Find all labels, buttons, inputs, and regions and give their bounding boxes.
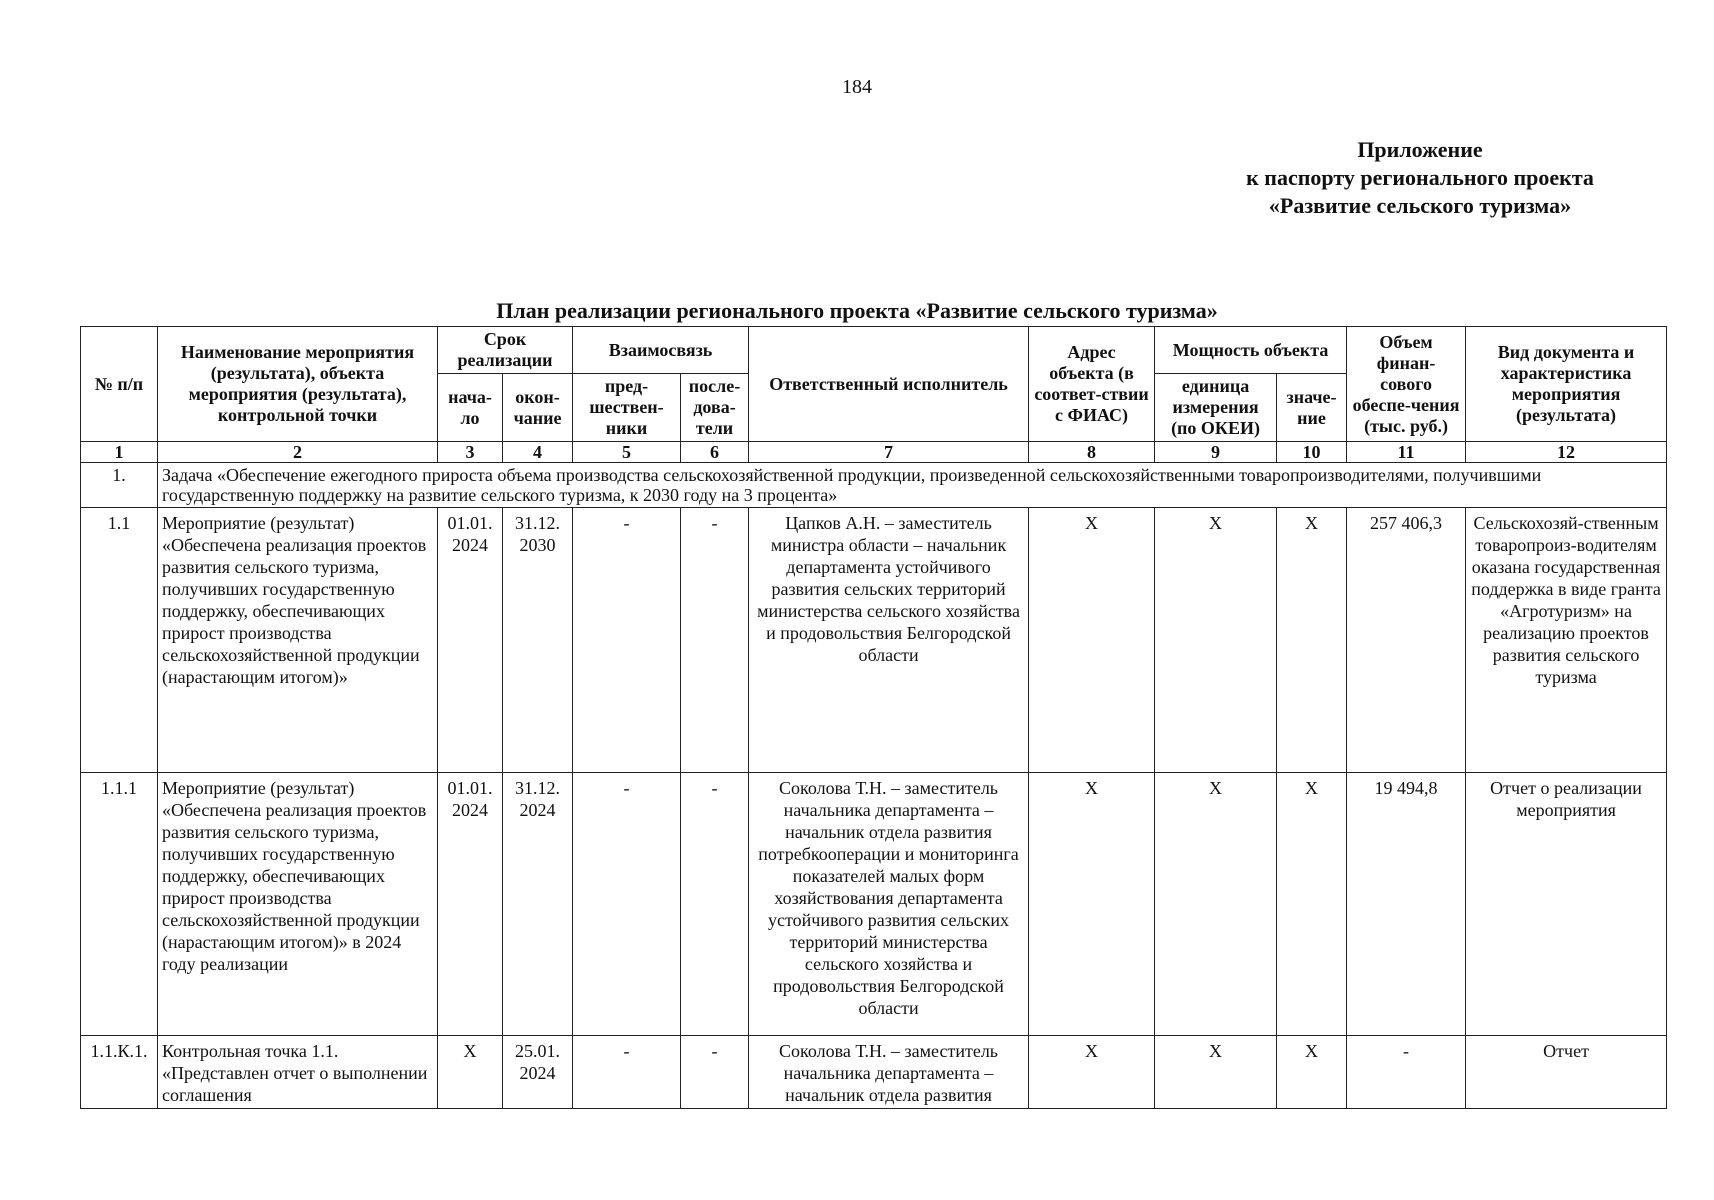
row-value: Х — [1277, 773, 1347, 1036]
table-row — [81, 773, 1667, 1036]
header-num: № п/п — [81, 327, 158, 442]
row-num: 1.1.1 — [81, 773, 158, 1036]
row-predecessors: - — [573, 508, 681, 773]
row-unit: Х — [1155, 773, 1277, 1036]
row-successors: - — [681, 773, 749, 1036]
row-num: 1.1.К.1. — [81, 1036, 158, 1109]
row-unit: Х — [1155, 1036, 1277, 1109]
header-address: Адрес объекта (в соответ-ствии с ФИАС) — [1029, 327, 1155, 442]
header-predecessors: пред-шествен-ники — [573, 374, 681, 442]
row-volume: - — [1347, 1036, 1466, 1109]
row-value: Х — [1277, 1036, 1347, 1109]
row-predecessors: - — [573, 1036, 681, 1109]
table-row — [81, 1036, 1667, 1109]
header-successors: после-дова-тели — [681, 374, 749, 442]
header-relation: Взаимосвязь — [573, 327, 749, 374]
row-document: Отчет — [1466, 1036, 1667, 1109]
column-number: 11 — [1347, 442, 1466, 463]
row-num: 1.1 — [81, 508, 158, 773]
column-number: 2 — [158, 442, 438, 463]
header-unit: единица измерения (по ОКЕИ) — [1155, 374, 1277, 442]
appendix-heading — [1140, 136, 1700, 220]
row-responsible: Соколова Т.Н. – заместитель начальника департамента – начальник отдела развития потребкооперации и мониторинга показателей малых форм хозяйствования департамента устойчивого развития сельских территорий министерства сельского хозяйства и продовольствия Белгородской области — [749, 773, 1029, 1036]
row-volume: 257 406,3 — [1347, 508, 1466, 773]
column-number: 1 — [81, 442, 158, 463]
column-number: 10 — [1277, 442, 1347, 463]
header-responsible: Ответственный исполнитель — [749, 327, 1029, 442]
row-name: Контрольная точка 1.1. «Представлен отчет о выполнении соглашения — [158, 1036, 438, 1109]
row-responsible: Соколова Т.Н. – заместитель начальника департамента – начальник отдела развития — [749, 1036, 1029, 1109]
column-number: 6 — [681, 442, 749, 463]
column-number: 12 — [1466, 442, 1667, 463]
row-end: 31.12. 2024 — [503, 773, 573, 1036]
column-number: 7 — [749, 442, 1029, 463]
table-row — [81, 508, 1667, 773]
column-number: 4 — [503, 442, 573, 463]
row-address: Х — [1029, 773, 1155, 1036]
implementation-plan-table — [80, 326, 1667, 1109]
row-name: Мероприятие (результат) «Обеспечена реализация проектов развития сельского туризма, получивших государственную поддержку, обеспечивающих прирост производства сельскохозяйственной продукции (нарастающим итогом)» в 2024 году реализации — [158, 773, 438, 1036]
appendix-line-2: к паспорту регионального проекта — [1246, 165, 1594, 190]
header-volume: Объем финан-сового обеспе-чения (тыс. руб.) — [1347, 327, 1466, 442]
row-document: Отчет о реализации мероприятия — [1466, 773, 1667, 1036]
row-name: Мероприятие (результат) «Обеспечена реализация проектов развития сельского туризма, получивших государственную поддержку, обеспечивающих прирост производства сельскохозяйственной продукции (нарастающим итогом)» — [158, 508, 438, 773]
plan-title: План реализации регионального проекта «Развитие сельского туризма» — [496, 298, 1218, 323]
row-start: 01.01. 2024 — [438, 773, 503, 1036]
header-document: Вид документа и характеристика мероприятия (результата) — [1466, 327, 1667, 442]
column-number-row — [81, 442, 1667, 463]
task-num: 1. — [81, 463, 158, 508]
column-number: 5 — [573, 442, 681, 463]
row-successors: - — [681, 1036, 749, 1109]
row-responsible: Цапков А.Н. – заместитель министра области – начальник департамента устойчивого развития сельских территорий министерства сельского хозяйства и продовольствия Белгородской области — [749, 508, 1029, 773]
task-row — [81, 463, 1667, 508]
header-row-1 — [81, 327, 1667, 374]
row-end: 31.12. 2030 — [503, 508, 573, 773]
row-successors: - — [681, 508, 749, 773]
row-document: Сельскохозяй-ственным товаропроиз-водителям оказана государственная поддержка в виде гранта «Агротуризм» на реализацию проектов развития сельского туризма — [1466, 508, 1667, 773]
header-start: нача-ло — [438, 374, 503, 442]
column-number: 9 — [1155, 442, 1277, 463]
header-end: окон-чание — [503, 374, 573, 442]
task-text: Задача «Обеспечение ежегодного прироста объема производства сельскохозяйственной продукции, произведенной сельскохозяйственными товаропроизводителями, получившими государственную поддержку на развитие сельского туризма, к 2030 году на 3 процента» — [158, 463, 1667, 508]
row-start: 01.01. 2024 — [438, 508, 503, 773]
row-address: Х — [1029, 508, 1155, 773]
row-end: 25.01. 2024 — [503, 1036, 573, 1109]
header-term: Срок реализации — [438, 327, 573, 374]
row-volume: 19 494,8 — [1347, 773, 1466, 1036]
header-value: значе-ние — [1277, 374, 1347, 442]
row-address: Х — [1029, 1036, 1155, 1109]
header-capacity: Мощность объекта — [1155, 327, 1347, 374]
column-number: 3 — [438, 442, 503, 463]
page-number: 184 — [842, 76, 872, 98]
row-value: Х — [1277, 508, 1347, 773]
header-name: Наименование мероприятия (результата), объекта мероприятия (результата), контрольной точки — [158, 327, 438, 442]
column-number: 8 — [1029, 442, 1155, 463]
row-unit: Х — [1155, 508, 1277, 773]
appendix-line-3: «Развитие сельского туризма» — [1268, 193, 1572, 218]
row-predecessors: - — [573, 773, 681, 1036]
appendix-line-1: Приложение — [1357, 137, 1483, 162]
row-start: Х — [438, 1036, 503, 1109]
